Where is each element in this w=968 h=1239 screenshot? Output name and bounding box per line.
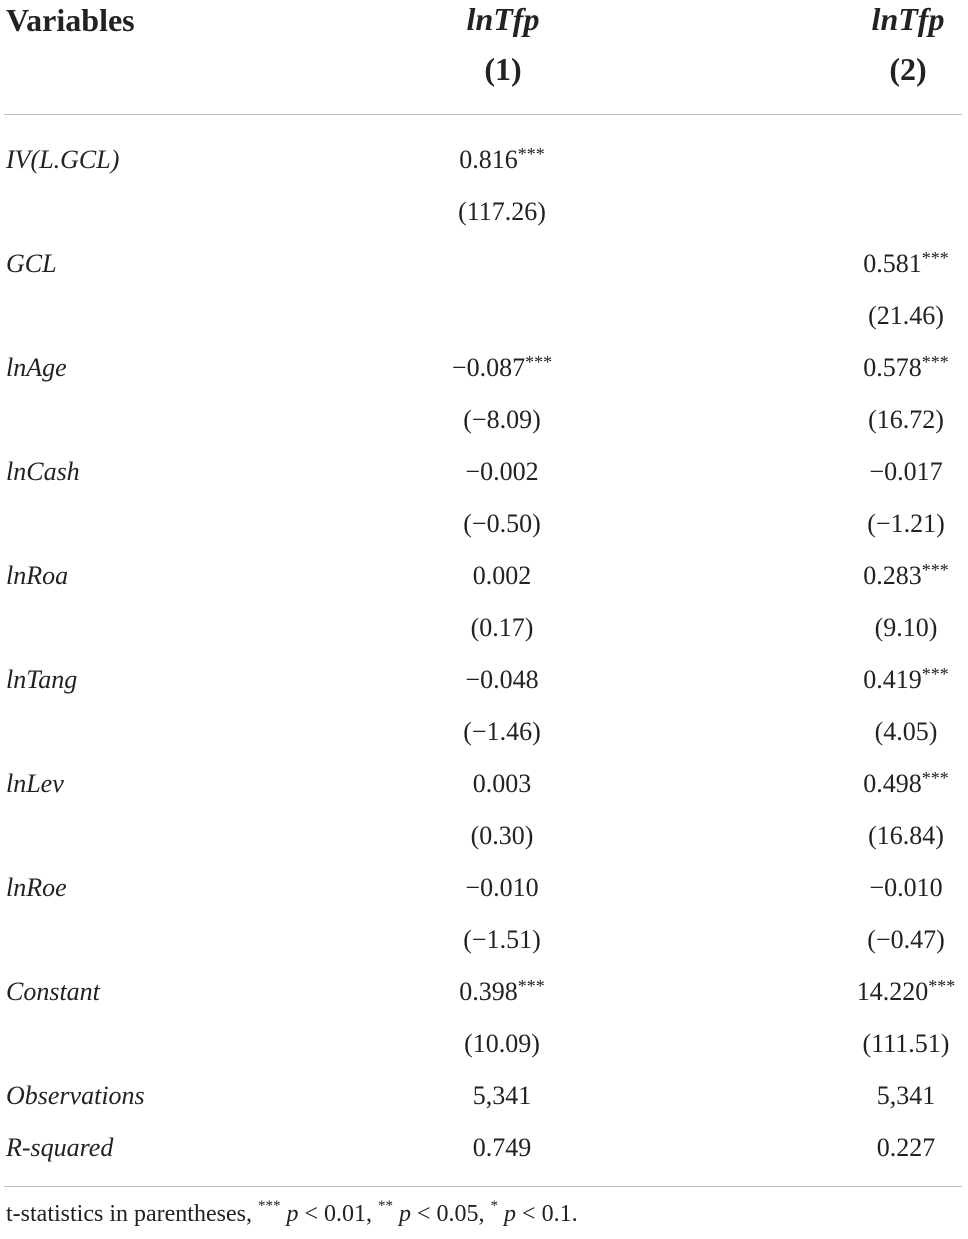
column-2-cell [806, 290, 968, 344]
column-2-cell [806, 498, 968, 552]
footnote-stars-2: ** [378, 1198, 393, 1214]
column-1-value: (−1.51) [463, 925, 541, 954]
row-variable-label: GCL [6, 249, 57, 278]
table-row [0, 290, 968, 342]
column-1-value: 5,341 [472, 1081, 532, 1110]
variables-header: Variables [6, 2, 135, 38]
table-row [0, 862, 968, 914]
column-2-cell [806, 446, 968, 500]
column-2-cell [806, 238, 968, 292]
row-variable-label: Constant [6, 977, 100, 1006]
column-2-cell [806, 914, 968, 968]
column-1-value: 0.002 [472, 561, 532, 590]
column-1-cell [402, 550, 602, 604]
column-1-value: −0.010 [465, 873, 539, 902]
table-row [0, 966, 968, 1018]
column-2-value: 0.498 [863, 769, 922, 798]
column-1-cell [402, 862, 602, 916]
column-2-value: (16.84) [868, 821, 944, 850]
column-2-name: lnTfp [871, 1, 945, 37]
column-2-value: (−0.47) [867, 925, 945, 954]
column-2-cell [806, 1018, 968, 1072]
footnote-lead: t-statistics in parentheses, [6, 1201, 258, 1227]
row-variable-label: lnTang [6, 665, 78, 694]
column-1-cell [402, 1070, 602, 1124]
column-1-cell [402, 498, 602, 552]
column-2-number: (2) [889, 51, 927, 87]
column-2-value: 0.283 [863, 561, 922, 590]
column-1-value: (−0.50) [463, 509, 541, 538]
table-row [0, 1122, 968, 1174]
column-1-cell [402, 654, 602, 708]
table-row [0, 914, 968, 966]
table-row [0, 1018, 968, 1070]
column-2-significance-stars: *** [921, 248, 949, 268]
column-2-significance-stars: *** [921, 560, 949, 580]
column-1-value: 0.003 [472, 769, 532, 798]
column-2-value: (9.10) [874, 613, 938, 642]
column-2-cell [806, 394, 968, 448]
column-2-cell [806, 1122, 968, 1176]
column-1-value: (0.30) [470, 821, 534, 850]
column-2-value: 5,341 [876, 1081, 936, 1110]
footnote-stars-1: *** [257, 1198, 281, 1214]
column-1-value: (−1.46) [463, 717, 541, 746]
column-1-cell [402, 134, 602, 188]
footnote-threshold-3: < 0.1. [516, 1201, 578, 1227]
header-rule [4, 114, 962, 115]
column-header-2 [808, 0, 968, 94]
column-2-value: (4.05) [874, 717, 938, 746]
column-2-cell [806, 706, 968, 760]
column-2-value: −0.010 [869, 873, 943, 902]
table-row [0, 446, 968, 498]
column-1-significance-stars: *** [517, 144, 545, 164]
column-1-cell [402, 186, 602, 240]
column-1-cell [402, 914, 602, 968]
column-1-significance-stars: *** [525, 352, 553, 372]
column-2-value: (−1.21) [867, 509, 945, 538]
footnote-p-1: p [280, 1201, 299, 1227]
column-2-value: 0.227 [876, 1133, 936, 1162]
column-2-cell [806, 602, 968, 656]
column-2-cell [806, 966, 968, 1020]
column-2-cell [806, 758, 968, 812]
column-2-significance-stars: *** [921, 352, 949, 372]
row-variable-label: lnCash [6, 457, 80, 486]
table-footnote [6, 1200, 578, 1228]
column-2-cell [806, 810, 968, 864]
column-2-value: (111.51) [862, 1029, 950, 1058]
column-2-cell [806, 862, 968, 916]
column-1-value: (−8.09) [463, 405, 541, 434]
column-2-value: (21.46) [868, 301, 944, 330]
column-2-cell [806, 654, 968, 708]
table-body [0, 134, 968, 1174]
row-variable-label: Observations [6, 1081, 145, 1110]
table-row [0, 186, 968, 238]
column-header-1 [403, 0, 603, 94]
column-1-name: lnTfp [466, 1, 540, 37]
column-1-value: 0.816 [459, 145, 518, 174]
footnote-threshold-1: < 0.01, [298, 1201, 378, 1227]
column-1-cell [402, 602, 602, 656]
table-row [0, 654, 968, 706]
footer-rule [4, 1186, 962, 1187]
column-1-value: (117.26) [458, 197, 546, 226]
column-2-value: 0.581 [863, 249, 922, 278]
column-1-cell [402, 966, 602, 1020]
row-variable-label: lnLev [6, 769, 64, 798]
footnote-p-3: p [498, 1201, 517, 1227]
column-1-value: −0.002 [465, 457, 539, 486]
column-2-significance-stars: *** [921, 664, 949, 684]
table-row [0, 758, 968, 810]
column-2-value: 14.220 [856, 977, 929, 1006]
column-1-cell [402, 1122, 602, 1176]
column-1-value: (0.17) [470, 613, 534, 642]
column-1-cell [402, 1018, 602, 1072]
column-2-cell [806, 342, 968, 396]
column-1-value: −0.048 [465, 665, 539, 694]
column-1-significance-stars: *** [517, 976, 545, 996]
column-2-value: (16.72) [868, 405, 944, 434]
column-1-cell [402, 810, 602, 864]
row-variable-label: lnRoe [6, 873, 67, 902]
column-1-value: (10.09) [464, 1029, 540, 1058]
column-2-significance-stars: *** [928, 976, 956, 996]
table-row [0, 498, 968, 550]
table-row [0, 134, 968, 186]
table-row [0, 394, 968, 446]
column-1-cell [402, 394, 602, 448]
column-2-value: 0.578 [863, 353, 922, 382]
table-row [0, 602, 968, 654]
column-1-cell [402, 446, 602, 500]
column-1-value: 0.398 [459, 977, 518, 1006]
table-row [0, 238, 968, 290]
column-1-number: (1) [484, 51, 522, 87]
row-variable-label: lnAge [6, 353, 67, 382]
table-row [0, 550, 968, 602]
column-1-cell [402, 706, 602, 760]
column-2-significance-stars: *** [921, 768, 949, 788]
table-row [0, 810, 968, 862]
column-1-cell [402, 758, 602, 812]
table-row [0, 342, 968, 394]
row-variable-label: IV(L.GCL) [6, 145, 120, 174]
column-1-cell [402, 342, 602, 396]
table-row [0, 1070, 968, 1122]
footnote-threshold-2: < 0.05, [411, 1201, 491, 1227]
column-2-value: 0.419 [863, 665, 922, 694]
row-variable-label: R-squared [6, 1133, 114, 1162]
table-header [0, 0, 968, 116]
table-row [0, 706, 968, 758]
row-variable-label: lnRoa [6, 561, 69, 590]
column-2-cell [806, 550, 968, 604]
column-1-value: −0.087 [451, 353, 526, 382]
column-2-value: −0.017 [869, 457, 943, 486]
column-2-cell [806, 1070, 968, 1124]
footnote-stars-3: * [490, 1198, 499, 1214]
footnote-p-2: p [393, 1201, 411, 1227]
column-1-value: 0.749 [472, 1133, 532, 1162]
